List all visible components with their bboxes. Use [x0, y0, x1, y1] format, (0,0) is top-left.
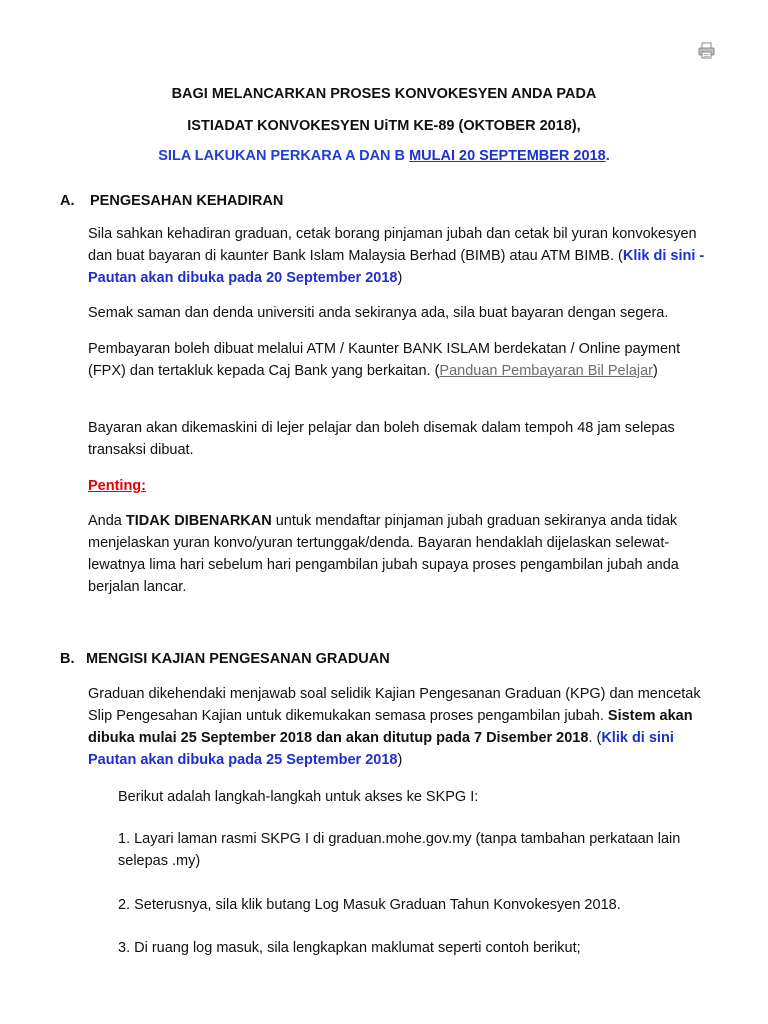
section-b-paragraph-1: [88, 683, 713, 771]
title-line-3: [0, 146, 768, 166]
steps-intro: Berikut adalah langkah-langkah untuk akses ke SKPG I:: [118, 789, 479, 805]
section-a-title: PENGESAHAN KEHADIRAN: [90, 193, 284, 209]
register-link[interactable]: Klik di sini - Pautan akan dibuka pada 20 September 2018: [88, 248, 705, 286]
paragraph-bold: Sistem akan dibuka mulai 25 September 2018 dan akan ditutup pada 7 Disember 2018: [88, 708, 693, 746]
title-line-3-suffix: .: [605, 148, 610, 164]
paragraph-text: . (: [588, 730, 602, 746]
paragraph-text: Graduan dikehendaki menjawab soal selidik Kajian Pengesanan Graduan (KPG) dan mencetak Slip Pengesahan Kajian untuk dikemukakan semasa proses pengambilan jubah.: [88, 686, 701, 724]
paragraph-text: Pembayaran boleh dibuat melalui ATM / Kaunter BANK ISLAM berdekatan / Online payment (FPX) dan tertakluk kepada Caj Bank yang berkaitan. (: [88, 341, 681, 379]
paragraph-text: Anda: [88, 513, 126, 529]
important-label-text: Penting:: [88, 478, 146, 494]
paragraph-text: ): [653, 363, 658, 379]
section-a-paragraph-1: [88, 223, 713, 289]
important-label: [88, 475, 713, 497]
section-a-paragraph-3: [88, 338, 713, 382]
kpg-link[interactable]: Klik di sini Pautan akan dibuka pada 25 September 2018: [88, 730, 674, 768]
section-a-paragraph-2: Semak saman dan denda universiti anda sekiranya ada, sila buat bayaran dengan segera.: [88, 305, 669, 321]
section-b-letter: B.: [60, 651, 75, 667]
paragraph-text: ): [397, 270, 403, 286]
title-line-2: ISTIADAT KONVOKESYEN UiTM KE-89 (OKTOBER 2018),: [187, 118, 581, 134]
section-a-paragraph-4: Bayaran akan dikemaskini di lejer pelajar dan boleh disemak dalam tempoh 48 jam selepas transaksi dibuat.: [88, 420, 675, 458]
paragraph-text: ): [397, 752, 403, 768]
step-3: 3. Di ruang log masuk, sila lengkapkan maklumat seperti contoh berikut;: [118, 940, 581, 956]
section-a-paragraph-5: [88, 510, 713, 598]
printer-icon[interactable]: [698, 42, 715, 59]
paragraph-text: untuk mendaftar pinjaman jubah graduan sekiranya anda tidak menjelaskan yuran konvo/yuran tertunggak/denda. Bayaran hendaklah dijelaskan selewat-lewatnya lima hari sebelum hari pengambilan jubah supaya proses pengambilan jubah anda berjalan lancar.: [88, 513, 679, 595]
title-line-1: BAGI MELANCARKAN PROSES KONVOKESYEN ANDA PADA: [171, 86, 597, 102]
section-b-title: MENGISI KAJIAN PENGESANAN GRADUAN: [86, 651, 390, 667]
section-a-letter: A.: [60, 193, 75, 209]
step-2: 2. Seterusnya, sila klik butang Log Masuk Graduan Tahun Konvokesyen 2018.: [118, 897, 621, 913]
paragraph-text: Sila sahkan kehadiran graduan, cetak borang pinjaman jubah dan cetak bil yuran konvokesyen dan buat bayaran di kaunter Bank Islam Malaysia Berhad (BIMB) atau ATM BIMB. (: [88, 226, 697, 264]
title-line-3-prefix: SILA LAKUKAN PERKARA A DAN B: [158, 148, 410, 164]
paragraph-bold: TIDAK DIBENARKAN: [125, 513, 272, 529]
date-link[interactable]: MULAI 20 SEPTEMBER 2018: [409, 148, 606, 164]
step-1: 1. Layari laman rasmi SKPG I di graduan.mohe.gov.my (tanpa tambahan perkataan lain selepas .my): [118, 831, 681, 869]
payment-guide-link[interactable]: Panduan Pembayaran Bil Pelajar: [439, 363, 654, 379]
